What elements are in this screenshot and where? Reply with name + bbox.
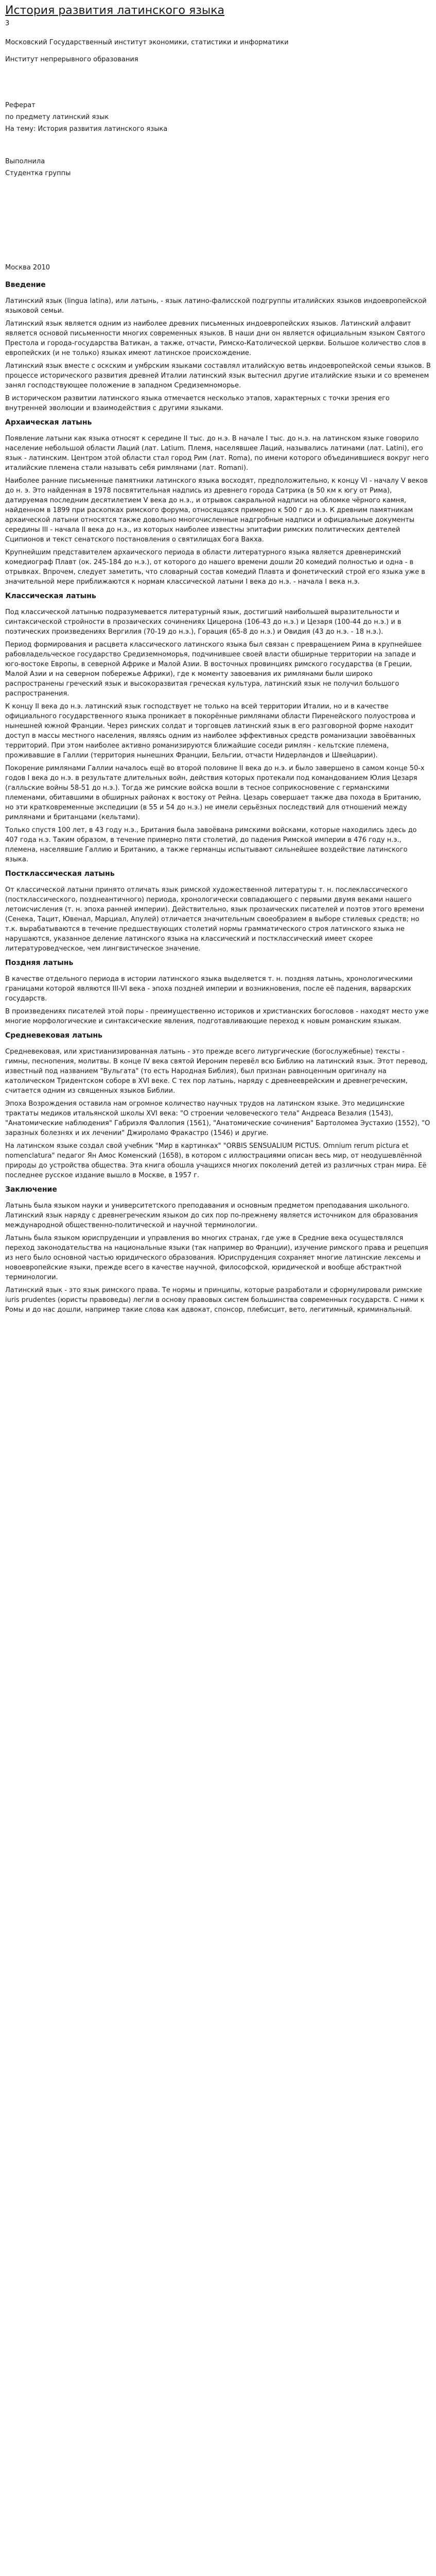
- student-group: Студентка группы: [5, 170, 71, 177]
- body-paragraph: Покорение римлянами Галлии началось ещё во второй половине II века до н.э. и было завершено в самом конце 50-х годов I века до н.э. в результате длительных войн, действия которых протекали под командованием Юлия Цезаря (галльские войны 58-51 до н.э.). Тогда же римские войска вошли в тесное соприкосновение с германскими племенами, обитавшими в обширных районах к востоку от Рейна. Цезарь совершает также два похода в Британию, но эти кратковременные экспедиции (в 55 и 54 до н.э.) не имели серьёзных последствий для отношений между римлянами и британцами (кельтами).: [5, 765, 425, 821]
- work-type: Реферат: [5, 101, 36, 109]
- body-paragraph: Латинский язык является одним из наиболее древних письменных индоевропейских языков. Латинский алфавит является основой письменности многих современных языков. В наши дни он является официальным языком Святого Престола и города-государства Ватикан, а также, отчасти, Римско-Католической церкви. Большое количество слов в европейских (и не только) языках имеют латинское происхождение.: [5, 320, 426, 357]
- body-paragraph: Только спустя 100 лет, в 43 году н.э., Британия была завоёвана римскими войсками, которые находились здесь до 407 года н.э. Таким образом, в течение примерно пяти столетий, до падения Римской империи в 476 году н.э., племена, населявшие Галлию и Британию, а также германцы испытывают сильнейшее воздействие латинского языка.: [5, 826, 417, 863]
- body-paragraph: Эпоха Возрождения оставила нам огромное количество научных трудов на латинском языке. Это медицинские трактаты медиков итальянской школы XVI века: "О строении человеческого тела" Андреаса Везалия (1543), "Анатомические наблюдения" Габриэля Фаллопия (1561), "Анатомические сочинения" Бартоломеа Эустахио (1552), "О заразных болезнях и их лечении" Джироламо Фракастро (1546) и другие.: [5, 1100, 430, 1137]
- body-paragraph: На латинском языке создал свой учебник "Мир в картинках" "ORBIS SENSUALIUM PICTUS. Omnium rerum pictura et nomenclatura" педагог Ян Амос Коменский (1658), в котором с иллюстрациями описан весь мир, от неодушевлённой природы до устройства общества. Эта книга обошла учащихся многих поколений детей из различных стран мира. Её последнее русское издание вышло в Москве, в 1957 г.: [5, 1142, 427, 1179]
- title-page: [5, 38, 431, 273]
- department-name: Институт непрерывного образования: [5, 56, 138, 63]
- spacer: [5, 185, 431, 263]
- body-paragraph: Средневековая, или христианизированная латынь - это прежде всего литургические (богослужебные) тексты - гимны, песнопения, молитвы. В конце IV века святой Иероним перевёл всю Библию на латинский язык. Этот перевод, известный под названием "Вульгата" (то есть Народная Библия), был признан равноценным оригиналу на католическом Тридентском соборе в XVI веке. С тех пор латынь, наряду с древнееврейским и древнегреческим, считается одним из священных языков Библии.: [5, 1048, 428, 1095]
- body-paragraph: Под классической латынью подразумевается литературный язык, достигший наибольшей выразительности и синтаксической стройности в прозаических сочинениях Цицерона (106-43 до н.э.) и Цезаря (100-44 до н.э.) и в поэтических произведениях Вергилия (70-19 до н.э.), Горация (65-8 до н.э.) и Овидия (43 до н.э. - 18 н.э.).: [5, 608, 402, 636]
- institution-name: Московский Государственный институт экономики, статистики и информатики: [5, 39, 289, 46]
- section-heading: Постклассическая латынь: [5, 870, 115, 878]
- body-paragraph: Латинский язык вместе с оскским и умбрским языками составлял италийскую ветвь индоевропейской семьи языков. В процессе исторического развития древней Италии латинский язык вытеснил другие италийские языки и со временем занял господствующее положение в западном Средиземноморье.: [5, 362, 431, 389]
- body-paragraph: От классической латыни принято отличать язык римской художественной литературы т. н. послеклассического (постклассического, позднеантичного) периода, хронологически совпадающего с первыми двумя веками нашего летоисчисления (т. н. эпоха ранней империи). Действительно, язык прозаических писателей и поэтов этого времени (Сенека, Тацит, Ювенал, Марциал, Апулей) отличается значительным своеобразием в выборе стилевых средств; но т.к. вырабатываются в течение предшествующих столетий нормы грамматического строя латинского языка не нарушаются, указанное деление латинского языка на классический и постклассический имеет скорее литературоведческое, чем лингвистическое значение.: [5, 886, 424, 953]
- body-paragraph: Латинский язык - это язык римского права. Те нормы и принципы, которые разработали и сформулировали римские iuris prudentes (юристы правоведы) легли в основу правовых систем большинства современных государств. С ними к Ромы и до нас дошли, например такие слова как адвокат, спонсор, плебисцит, вето, легитимный, криминальный.: [5, 1286, 425, 1314]
- body-paragraph: В произведениях писателей этой поры - преимущественно историков и христианских богословов - находят место уже многие морфологические и синтаксические явления, подготавливающие переход к новым романским языкам.: [5, 1008, 429, 1025]
- document-title: История развития латинского языка: [5, 4, 225, 17]
- section-heading: Поздняя латынь: [5, 959, 74, 967]
- document-body: [5, 280, 431, 1315]
- subject-line: по предмету латинский язык: [5, 113, 109, 121]
- body-paragraph: Латинский язык (lingua latina), или латынь, - язык латино-фалисской подгруппы италийских языков индоевропейской языковой семьи.: [5, 297, 427, 315]
- spacer: [5, 72, 431, 100]
- section-heading: Средневековая латынь: [5, 1031, 102, 1040]
- body-paragraph: В историческом развитии латинского языка отмечается несколько этапов, характерных с точки зрения его внутренней эволюции и взаимодействия с другими языками.: [5, 395, 390, 412]
- body-paragraph: Период формирования и расцвета классического латинского языка был связан с превращением Рима в крупнейшее рабовладельческое государство Средиземноморья, подчинившее своей власти обширные территории на западе и юго-востоке Европы, в северной Африке и Малой Азии. В восточных провинциях римского государства (в Греции, Малой Азии и на северном побережье Африки), где к моменту завоевания их римлянами были широко распространены греческий язык и высокоразвитая греческая культура, латинский язык не получил большого распространения.: [5, 641, 422, 698]
- section-heading: Архаическая латынь: [5, 418, 92, 427]
- body-paragraph: Появление латыни как языка относят к середине II тыс. до н.э. В начале I тыс. до н.э. на латинском языке говорило население небольшой области Лаций (лат. Latium. Племя, населявшее Лаций, назывались латинами (лат. Latini), его язык - латинским. Центром этой области стал город Рим (лат. Roma), по имени которого объединившиеся вокруг него италийские племена стали называть себя римлянами (лат. Romani).: [5, 435, 429, 472]
- section-heading: Заключение: [5, 1185, 57, 1194]
- body-paragraph: В качестве отдельного периода в истории латинского языка выделяется т. н. поздняя латынь, хронологическими границами которой являются III-VI века - эпоха поздней империи и возникновения, после её падения, варварских государств.: [5, 975, 413, 1003]
- body-paragraph: К концу II века до н.э. латинский язык господствует не только на всей территории Италии, но и в качестве официального государственного языка проникает в покорённые римлянами области Пиренейского полуострова и нынешней южной Франции. Через римских солдат и торговцев латинский язык в его разговорной форме находит доступ в массы местного населения, являясь одним из наиболее эффективных средств романизации завоёванных территорий. При этом наиболее активно романизируются ближайшие соседи римлян - кельтские племена, проживавшие в Галлии (территория нынешних Франции, Бельгии, отчасти Нидерландов и Швейцарии).: [5, 703, 416, 759]
- body-paragraph: Крупнейшим представителем архаического периода в области литературного языка является древнеримский комедиограф Плавт (ок. 245-184 до н.э.), от которого до нашего времени дошли 20 комедий полностью и одна - в отрывках. Впрочем, следует заметить, что словарный состав комедий Плавта и фонетический строй его языка уже в значительной мере приближаются к нормам классической латыни I века до н.э. - начала I века н.э.: [5, 549, 425, 586]
- city-year: Москва 2010: [5, 264, 50, 272]
- body-paragraph: Наиболее ранние письменные памятники латинского языка восходят, предположительно, к концу VI - началу V веков до н. э. Это найденная в 1978 посвятительная надпись из древнего города Сатрика (в 50 км к югу от Рима), датируемая последним десятилетием V века до н.э., и отрывок сакральной надписи на обломке чёрного камня, найденном в 1899 при раскопках римского форума, относящаяся примерно к 500 г до н.э. К древним памятникам архаической латыни относятся также довольно многочисленные надгробные надписи и официальные документы середины III - начала II века до н.э., из которых наиболее известны эпитафии римских политических деятелей Сципионов и текст сенатского постановления о святилищах бога Вакха.: [5, 477, 428, 544]
- body-paragraph: Латынь была языком науки и университетского преподавания и основным предметом преподавания школьного. Латинский язык наряду с древнегреческим языком до сих пор по-прежнему является источником для образования международной общественно-политической и научной терминологии.: [5, 1202, 418, 1229]
- performed-label: Выполнила: [5, 158, 45, 165]
- topic-line: На тему: История развития латинского языка: [5, 125, 168, 133]
- section-heading: Классическая латынь: [5, 592, 96, 600]
- body-paragraph: Латынь была языком юриспруденции и управления во многих странах, где уже в Средние века осуществлялся переход законодательства на национальные языки (так например во Франции), изучение римского права и рецепция из него было основной частью юридического образования. Юриспруденция сохраняет многие латинские лексемы и новоевропейские языки, прежде всего в качестве научной, философской, юридической и вообще абстрактной терминологии.: [5, 1234, 428, 1281]
- spacer: [5, 141, 431, 157]
- document-number: 3: [5, 20, 10, 27]
- section-heading: Введение: [5, 281, 46, 289]
